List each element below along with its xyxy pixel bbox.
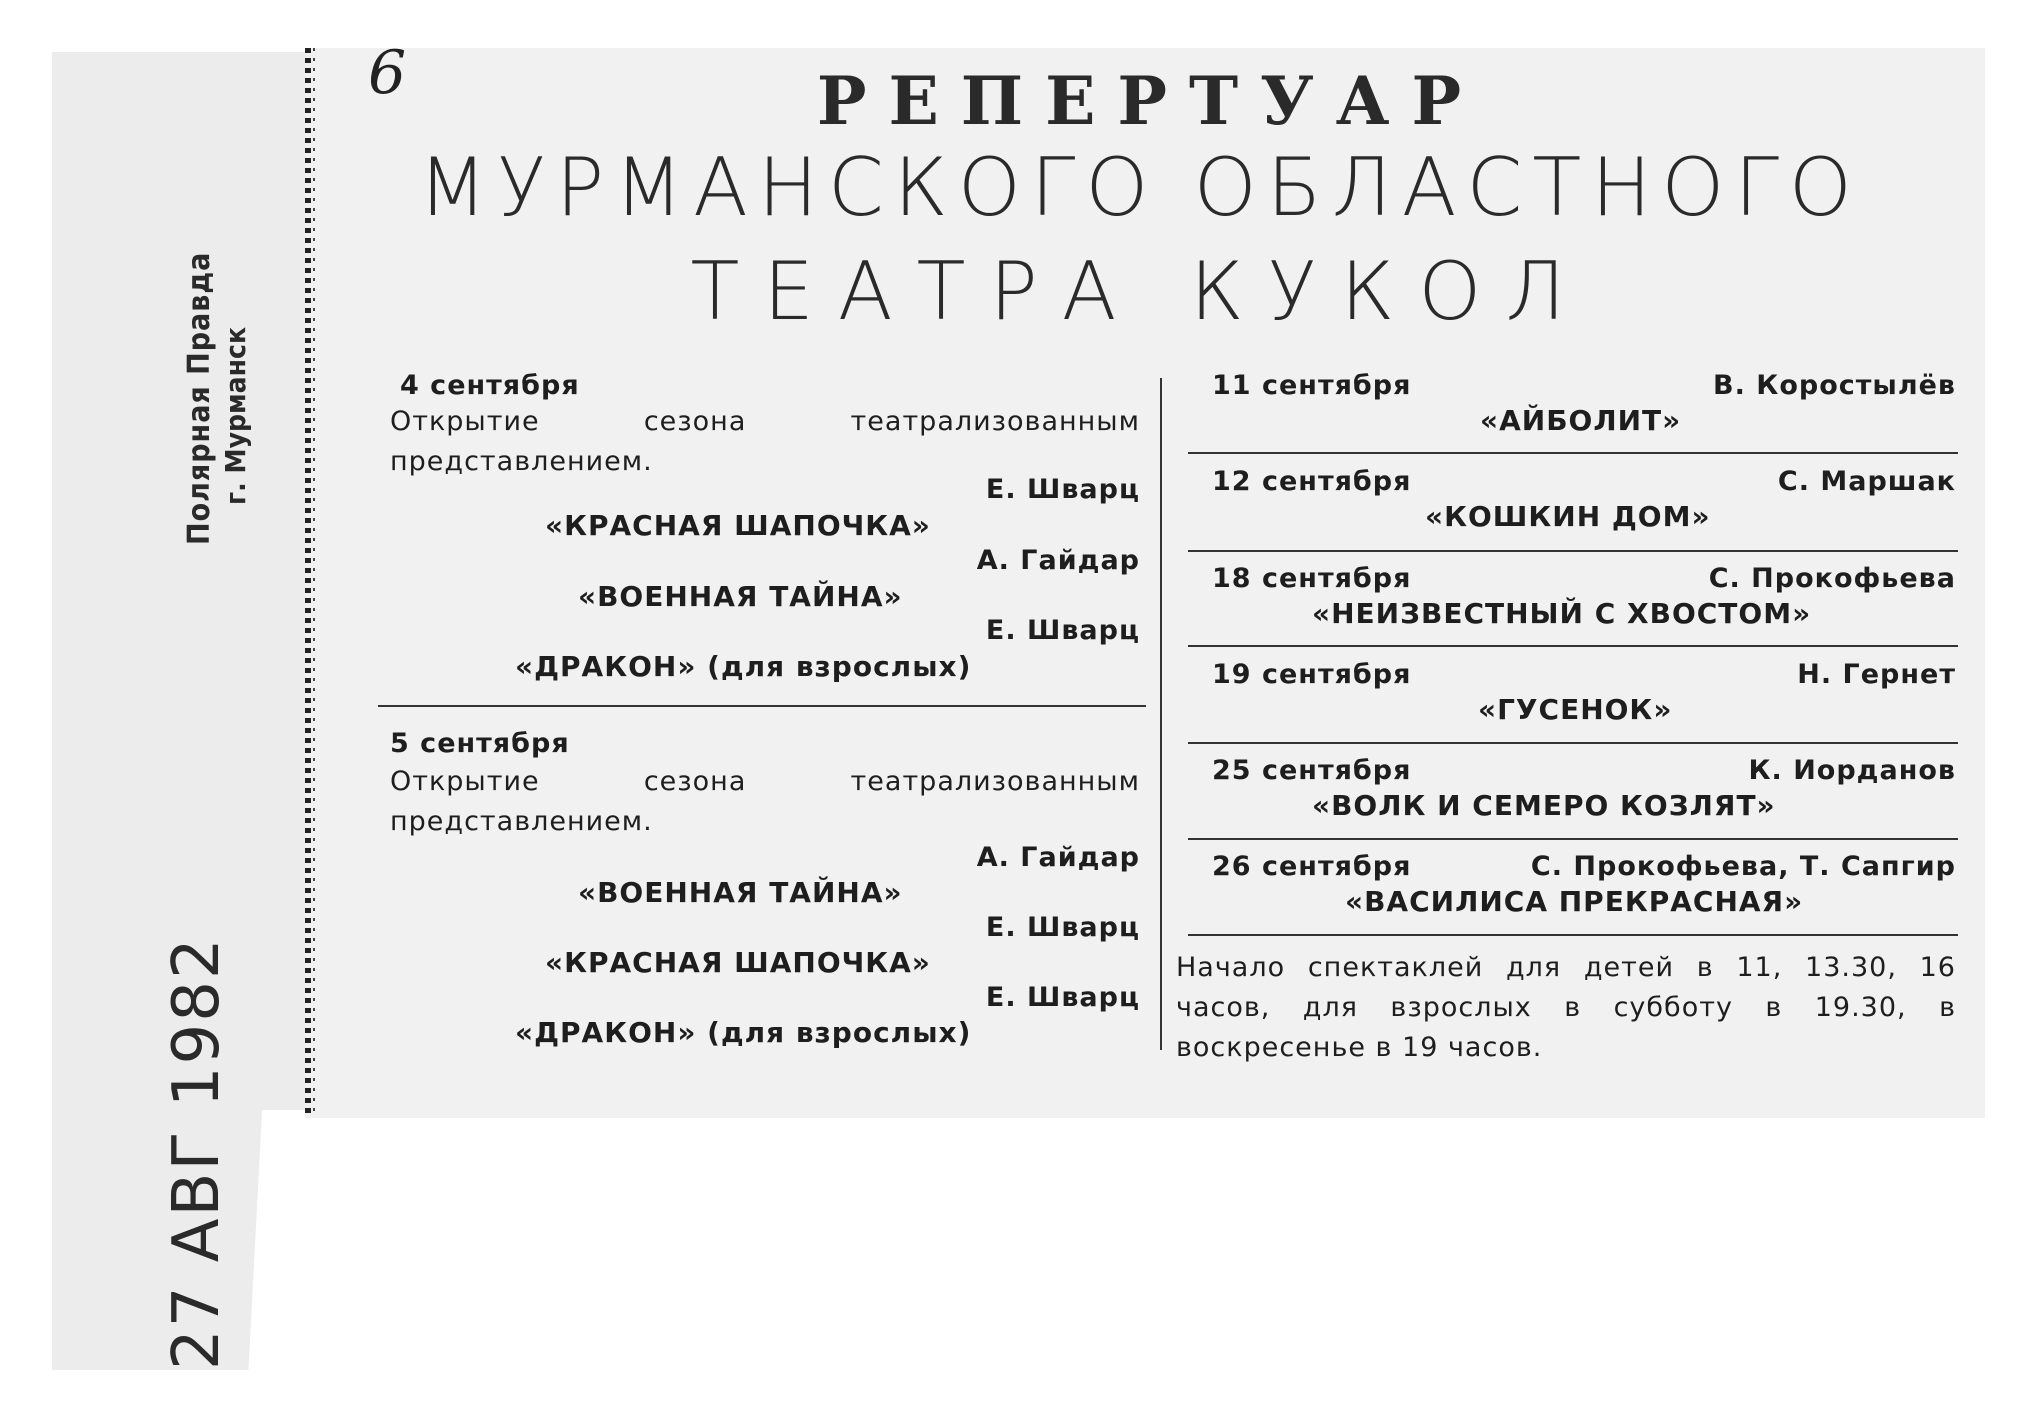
day1-title-2: «ВОЕННАЯ ТАЙНА»	[578, 580, 903, 613]
r2-author: С. Маршак	[1777, 466, 1956, 497]
day1-author-2: А. Гайдар	[976, 545, 1140, 576]
date-stamp: 27 АВГ 1982	[160, 936, 234, 1370]
day1-author-1: Е. Шварц	[985, 474, 1140, 505]
day1-author-3: Е. Шварц	[985, 615, 1140, 646]
r6-author: С. Прокофьева, Т. Сапгир	[1530, 851, 1956, 882]
day1-title-1: «КРАСНАЯ ШАПОЧКА»	[545, 509, 931, 542]
right-separator-1	[1188, 452, 1958, 454]
header-repertoire: РЕПЕРТУАР	[816, 62, 1484, 140]
r3-author: С. Прокофьева	[1708, 563, 1956, 594]
day2-title-2: «КРАСНАЯ ШАПОЧКА»	[545, 946, 931, 979]
r2-title: «КОШКИН ДОМ»	[1425, 500, 1711, 533]
day1-intro: Открытие сезона театрализованным представлением.	[390, 406, 1140, 477]
right-separator-5	[1188, 838, 1958, 840]
r4-title: «ГУСЕНОК»	[1478, 693, 1673, 726]
day2-author-3: Е. Шварц	[985, 982, 1140, 1013]
r3-title: «НЕИЗВЕСТНЫЙ С ХВОСТОМ»	[1312, 597, 1812, 630]
newspaper-stamp	[182, 252, 252, 545]
r4-date: 19 сентября	[1212, 659, 1412, 690]
day2-title-1: «ВОЕННАЯ ТАЙНА»	[578, 876, 903, 909]
r2-date: 12 сентября	[1212, 466, 1412, 497]
stamp-newspaper: Полярная Правда	[182, 251, 217, 545]
r1-title: «АЙБОЛИТ»	[1480, 404, 1682, 437]
column-divider	[1160, 378, 1162, 1050]
r6-date: 26 сентября	[1212, 851, 1412, 882]
day2-intro: Открытие сезона театрализованным представлением.	[390, 766, 1140, 837]
perforated-edge-inner	[313, 48, 315, 1118]
r4-author: Н. Гернет	[1797, 659, 1956, 690]
day1-title-3: «ДРАКОН» (для взрослых)	[515, 650, 972, 683]
right-separator-3	[1188, 645, 1958, 647]
r6-title: «ВАСИЛИСА ПРЕКРАСНАЯ»	[1345, 885, 1804, 918]
stamp-city: г. Мурманск	[219, 326, 252, 505]
torn-edge	[248, 1110, 332, 1380]
r1-author: В. Коростылёв	[1713, 370, 1956, 401]
perforated-edge	[305, 48, 311, 1118]
performance-times: Начало спектаклей для детей в 11, 13.30, 16 часов, для взрослых в субботу в 19.30, в воскресенье в 19 часов.	[1176, 952, 1956, 1063]
right-separator-2	[1188, 550, 1958, 552]
header-theatre-line2: ТЕАТРА КУКОЛ	[690, 245, 1590, 338]
day1-date: 4 сентября	[400, 370, 580, 401]
right-separator-6	[1188, 934, 1958, 936]
day2-author-1: А. Гайдар	[976, 842, 1140, 873]
day2-title-3: «ДРАКОН» (для взрослых)	[515, 1016, 972, 1049]
right-separator-4	[1188, 742, 1958, 744]
r1-date: 11 сентября	[1212, 370, 1412, 401]
r5-date: 25 сентября	[1212, 755, 1412, 786]
r5-author: К. Иорданов	[1748, 755, 1956, 786]
r3-date: 18 сентября	[1212, 563, 1412, 594]
left-separator	[378, 705, 1146, 707]
day2-author-2: Е. Шварц	[985, 912, 1140, 943]
day2-date: 5 сентября	[390, 728, 570, 759]
handwritten-mark: 6	[368, 38, 407, 108]
r5-title: «ВОЛК И СЕМЕРО КОЗЛЯТ»	[1312, 789, 1776, 822]
header-theatre-line1: МУРМАНСКОГО ОБЛАСТНОГО	[418, 141, 1862, 234]
